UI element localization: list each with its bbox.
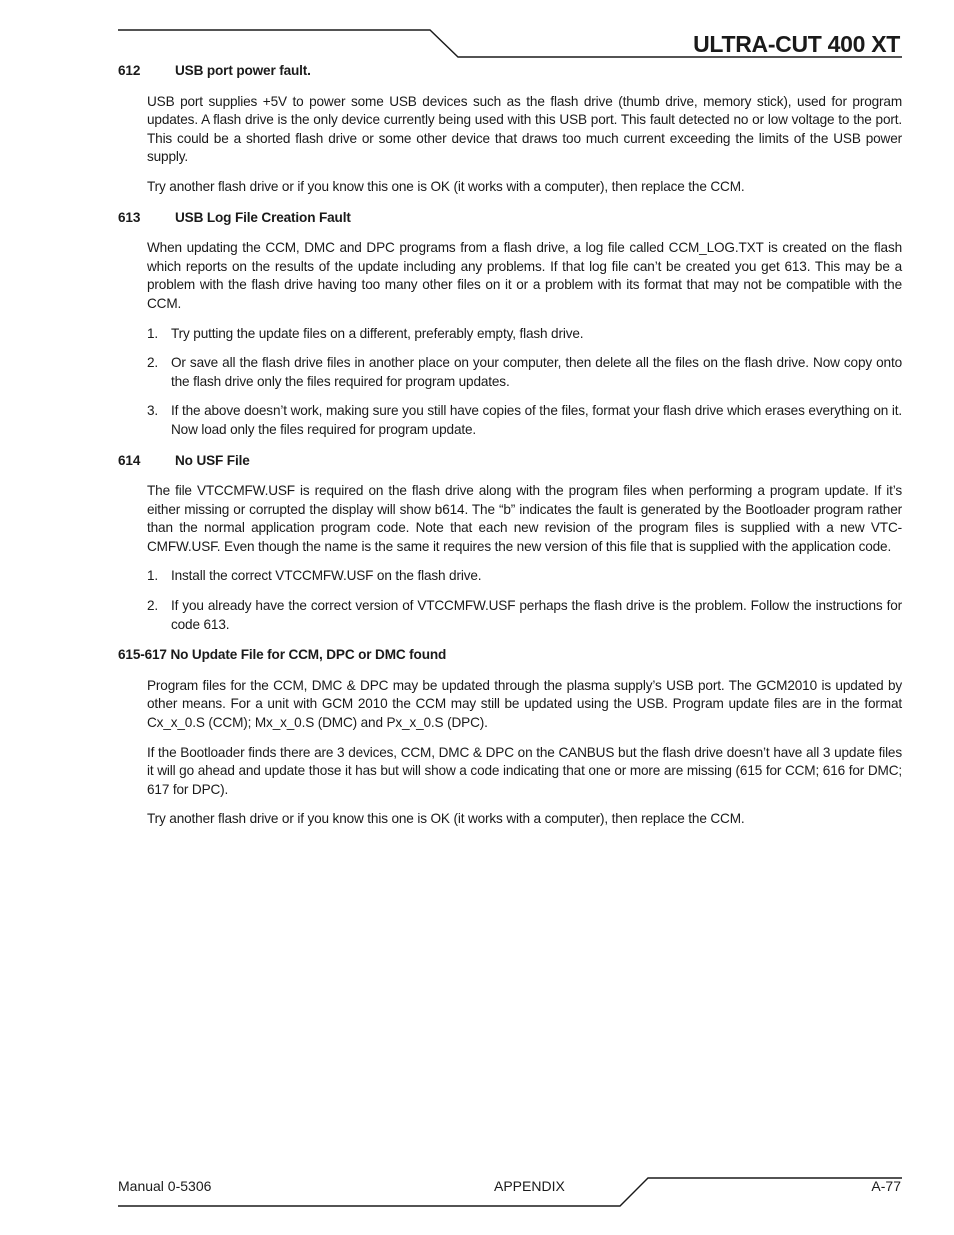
item-number: 1. [147, 568, 159, 584]
list-item [147, 325, 902, 344]
manual-number: Manual 0-5306 [118, 1178, 212, 1194]
list-item [147, 597, 902, 634]
item-text: Install the correct VTCCMFW.USF on the flash drive. [171, 568, 482, 584]
item-number: 3. [147, 403, 159, 419]
list-item [147, 354, 902, 391]
page-number: A-77 [871, 1178, 901, 1194]
section-title: USB port power fault. [175, 63, 311, 78]
section-615-617 [118, 646, 902, 829]
item-number: 2. [147, 598, 159, 614]
section-heading [118, 209, 902, 228]
list-item [147, 567, 902, 586]
paragraph: Program files for the CCM, DMC & DPC may be updated through the plasma supply’s USB port. The GCM2010 is updated by other means. For a unit with GCM 2010 the CCM may still be updated using the USB. Program update files are in the format Cx_x_0.S (CCM); Mx_x_0.S (DMC) and Px_x_0.S (DPC). [147, 677, 902, 731]
section-title: USB Log File Creation Fault [175, 209, 351, 225]
paragraph: When updating the CCM, DMC and DPC programs from a flash drive, a log file called CCM_LOG.TXT is created on the flash which reports on the results of the update including any problems. If that log file can’t be created you get 613. This may be a problem with the flash drive having too many other files on it or a problem with its format that may not be compatible with the CCM. [147, 240, 902, 311]
section-heading [118, 646, 902, 665]
list-item [147, 402, 902, 439]
item-text: Or save all the flash drive files in another place on your computer, then delete all the files on the flash drive. Now copy onto the flash drive only the files required for program updates. [171, 355, 902, 389]
fault-code: 614 [118, 452, 141, 468]
fault-code: 612 [118, 63, 141, 78]
section-612 [118, 62, 902, 197]
paragraph: If the Bootloader finds there are 3 devices, CCM, DMC & DPC on the CANBUS but the flash drive doesn’t have all 3 update files it will go ahead and update those it has but will show a code indicating that one or more are missing (615 for CCM; 616 for DMC; 617 for DPC). [147, 744, 902, 797]
fault-code: 615-617 [118, 647, 167, 663]
section-title: No USF File [175, 452, 250, 468]
section-614 [118, 452, 902, 635]
item-text: Try putting the update files on a different, preferably empty, flash drive. [171, 325, 584, 341]
fault-code: 613 [118, 209, 141, 225]
item-number: 1. [147, 325, 159, 341]
section-name: APPENDIX [494, 1178, 565, 1194]
paragraph: The file VTCCMFW.USF is required on the flash drive along with the program files when performing a program update. If it’s either missing or corrupted the display will show b614. The “b” indicates the fault is generated by the Bootloader program rather than the normal application program code. Note that each new revision of the program files is supplied with a new VTC-CMFW.USF. Even though the name is the same it requires the new version of this file that is supplied with the application code. [147, 483, 902, 554]
page-content [118, 62, 902, 841]
item-number: 2. [147, 355, 159, 371]
section-title: No Update File for CCM, DPC or DMC found [170, 647, 447, 663]
section-heading [118, 452, 902, 471]
section-heading [118, 62, 902, 81]
paragraph: Try another flash drive or if you know this one is OK (it works with a computer), then replace the CCM. [147, 178, 745, 194]
section-613 [118, 209, 902, 440]
paragraph: USB port supplies +5V to power some USB devices such as the flash drive (thumb drive, memory stick), used for program updates. A flash drive is the only device currently being used with this USB port. This fault detected no or low voltage to the port. This could be a shorted flash drive or some other device that draws too much current exceeding the limits of the USB power supply. [147, 93, 902, 165]
item-text: If you already have the correct version of VTCCMFW.USF perhaps the flash drive is the problem. Follow the instructions for code 613. [171, 598, 902, 632]
document-title: ULTRA-CUT 400 XT [693, 31, 900, 57]
paragraph: Try another flash drive or if you know this one is OK (it works with a computer), then replace the CCM. [147, 811, 745, 827]
item-text: If the above doesn’t work, making sure you still have copies of the files, format your flash drive which erases everything on it. Now load only the files required for program update. [171, 403, 902, 437]
